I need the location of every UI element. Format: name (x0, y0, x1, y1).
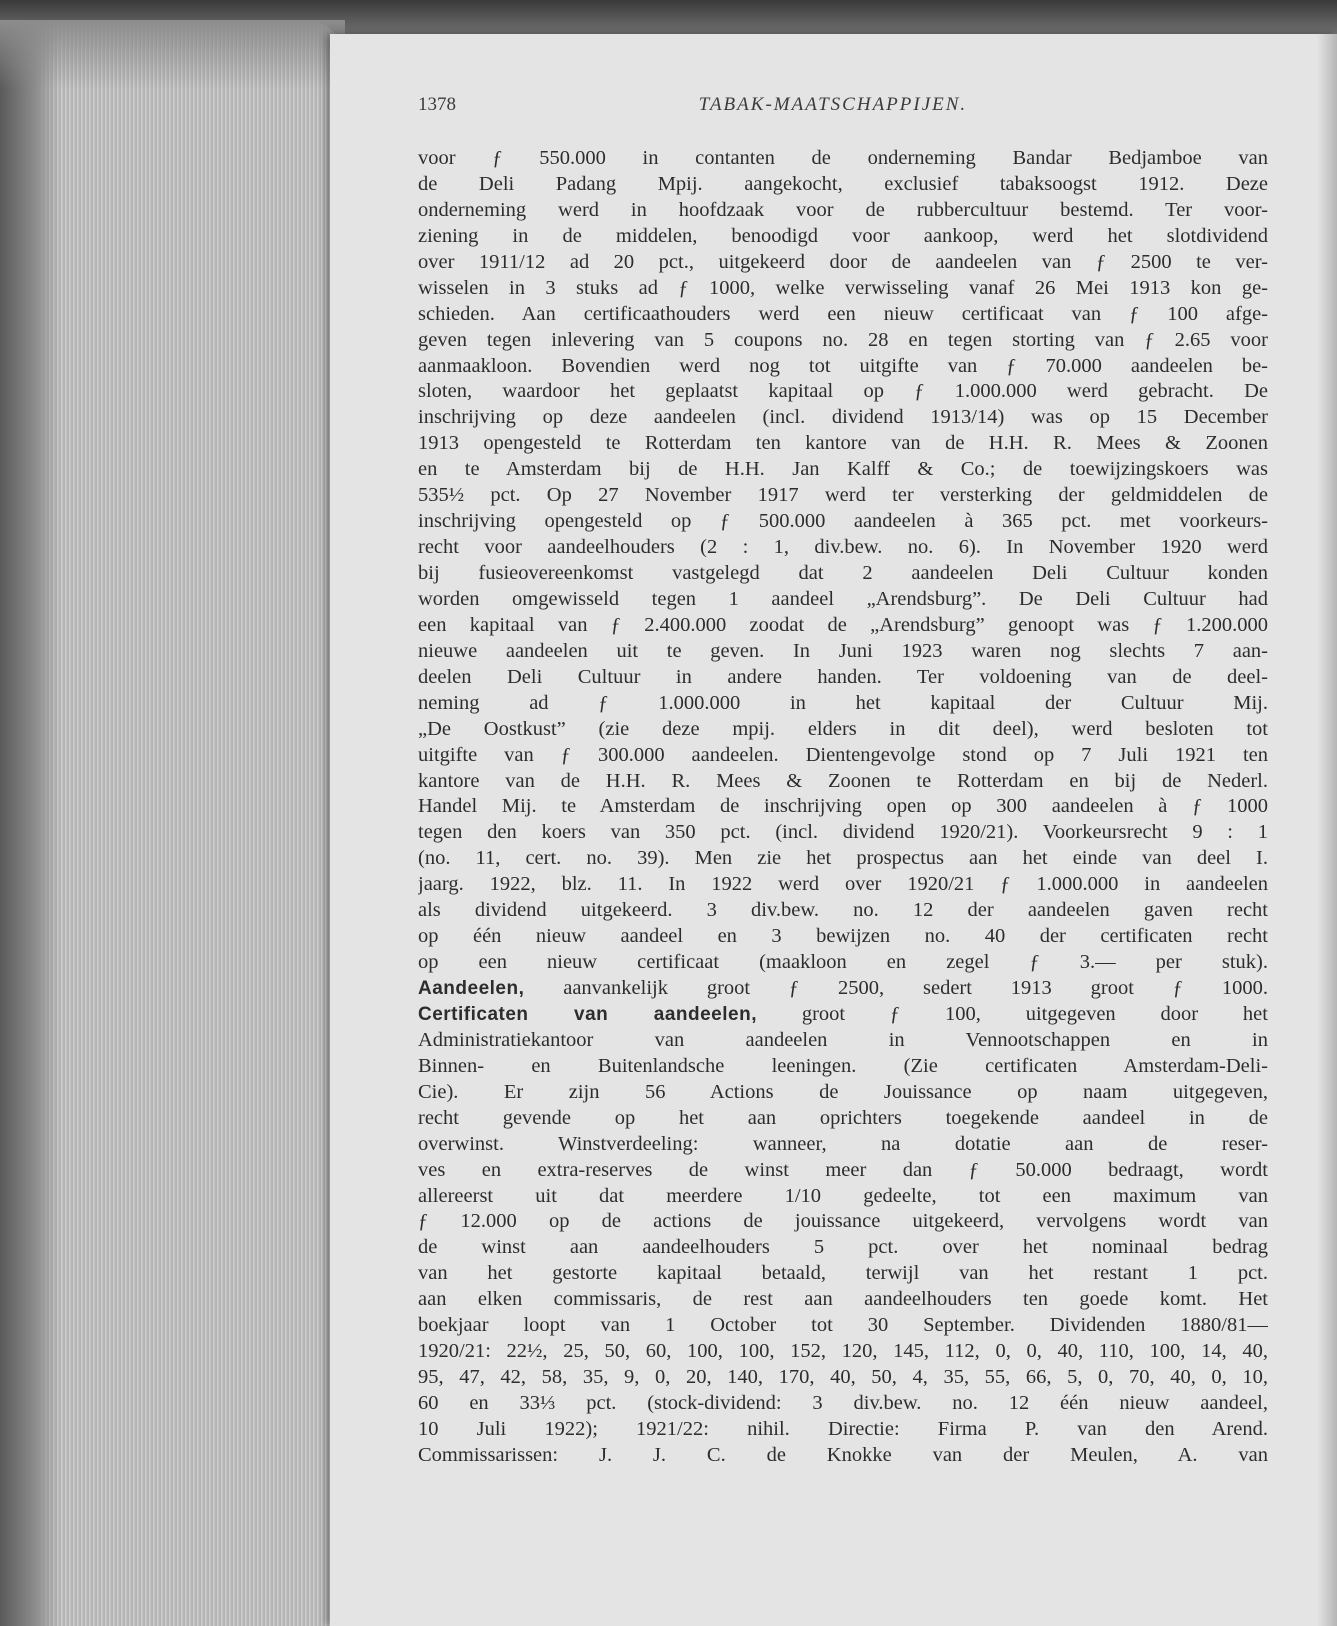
text-line: recht gevende op het aan oprichters toegekende aandeel in de (418, 1106, 1268, 1129)
certificaten-text: groot ƒ 100, uitgegeven door het (801, 1002, 1268, 1025)
text-line: op een nieuw certificaat (maakloon en zegel ƒ 3.— per stuk). (418, 951, 1268, 974)
text-line: aanmaakloon. Bovendien werd nog tot uitgifte van ƒ 70.000 aandeelen be- (418, 354, 1268, 377)
page-right-edge (1317, 34, 1337, 1626)
text-line: inschrijving opengesteld op ƒ 500.000 aandeelen à 365 pct. met voorkeurs- (418, 510, 1268, 533)
text-line: 535½ pct. Op 27 November 1917 werd ter versterking der geldmiddelen de (418, 484, 1268, 507)
text-line: deelen Deli Cultuur in andere handen. Ter voldoening van de deel- (418, 665, 1268, 688)
text-line: als dividend uitgekeerd. 3 div.bew. no. 12 der aandeelen gaven recht (418, 899, 1268, 922)
text-line: van het gestorte kapitaal betaald, terwijl van het restant 1 pct. (418, 1262, 1268, 1285)
text-line: „De Oostkust” (zie deze mpij. elders in dit deel), werd besloten tot (418, 717, 1268, 740)
certificaten-paragraph (418, 1028, 1268, 1469)
text-line: ves en extra-reserves de winst meer dan ƒ 50.000 bedraagt, wordt (418, 1158, 1268, 1181)
page-number: 1378 (418, 94, 456, 115)
text-line: wisselen in 3 stuks ad ƒ 1000, welke verwisseling vanaf 26 Mei 1913 kon ge- (418, 276, 1268, 299)
text-line: sloten, waardoor het geplaatst kapitaal op ƒ 1.000.000 werd gebracht. De (418, 380, 1268, 403)
aandeelen-line (418, 976, 1268, 1002)
text-line: ƒ 12.000 op de actions de jouissance uitgekeerd, vervolgens wordt van (418, 1210, 1268, 1233)
text-line: neming ad ƒ 1.000.000 in het kapitaal der Cultuur Mij. (418, 691, 1268, 714)
text-line: 1920/21: 22½, 25, 50, 60, 100, 100, 152, 120, 145, 112, 0, 0, 40, 110, 100, 14, 40, (418, 1340, 1268, 1363)
text-line: 1913 opengesteld te Rotterdam ten kantore van de H.H. R. Mees & Zoonen (418, 432, 1268, 455)
running-title: TABAK-MAATSCHAPPIJEN. (698, 94, 968, 115)
aandeelen-heading: Aandeelen, (418, 978, 525, 999)
text-line: recht voor aandeelhouders (2 : 1, div.bew. no. 6). In November 1920 werd (418, 536, 1268, 559)
text-line: 60 en 33⅓ pct. (stock-dividend: 3 div.bew. no. 12 één nieuw aandeel, (418, 1392, 1268, 1414)
text-line: op één nieuw aandeel en 3 bewijzen no. 40 der certificaten recht (418, 925, 1268, 948)
text-line: de winst aan aandeelhouders 5 pct. over het nominaal bedrag (418, 1236, 1268, 1259)
text-line: worden omgewisseld tegen 1 aandeel „Arendsburg”. De Deli Cultuur had (418, 587, 1268, 610)
text-line: (no. 11, cert. no. 39). Men zie het prospectus aan het einde van deel I. (418, 847, 1268, 870)
text-line: aan elken commissaris, de rest aan aandeelhouders ten goede komt. Het (418, 1288, 1268, 1311)
text-line: boekjaar loopt van 1 October tot 30 September. Dividenden 1880/81— (418, 1314, 1268, 1337)
text-line: 10 Juli 1922); 1921/22: nihil. Directie: Firma P. van den Arend. (418, 1417, 1268, 1440)
body-text (418, 146, 1268, 1469)
text-line: Handel Mij. te Amsterdam de inschrijving open op 300 aandeelen à ƒ 1000 (418, 795, 1268, 818)
text-line: kantore van de H.H. R. Mees & Zoonen te Rotterdam en bij de Nederl. (418, 769, 1268, 792)
book-page-edges (0, 20, 345, 1626)
text-line: over 1911/12 ad 20 pct., uitgekeerd door de aandeelen van ƒ 2500 te ver- (418, 250, 1268, 273)
aandeelen-text: aanvankelijk groot ƒ 2500, sedert 1913 groot ƒ 1000. (563, 977, 1268, 999)
text-line: uitgifte van ƒ 300.000 aandeelen. Dientengevolge stond op 7 Juli 1921 ten (418, 743, 1268, 766)
text-line: de Deli Padang Mpij. aangekocht, exclusief tabaksoogst 1912. Deze (418, 172, 1268, 195)
text-line: Cie). Er zijn 56 Actions de Jouissance op naam uitgegeven, (418, 1080, 1268, 1103)
certificaten-line (418, 1002, 1268, 1028)
text-line: 95, 47, 42, 58, 35, 9, 0, 20, 140, 170, 40, 50, 4, 35, 55, 66, 5, 0, 70, 40, 0, 10, (418, 1366, 1268, 1389)
text-line: inschrijving op deze aandeelen (incl. dividend 1913/14) was op 15 December (418, 406, 1268, 429)
text-line: schieden. Aan certificaathouders werd een nieuw certificaat van ƒ 100 afge- (418, 302, 1268, 325)
text-line: ziening in de middelen, benoodigd voor aankoop, werd het slotdividend (418, 224, 1268, 247)
text-line: tegen den koers van 350 pct. (incl. dividend 1920/21). Voorkeursrecht 9 : 1 (418, 821, 1268, 844)
text-line: allereerst uit dat meerdere 1/10 gedeelte, tot een maximum van (418, 1184, 1268, 1207)
text-line: onderneming werd in hoofdzaak voor de rubbercultuur bestemd. Ter voor- (418, 198, 1268, 221)
text-line: en te Amsterdam bij de H.H. Jan Kalff & Co.; de toewijzingskoers was (418, 458, 1268, 481)
body-paragraph (418, 146, 1268, 976)
text-line: voor ƒ 550.000 in contanten de onderneming Bandar Bedjamboe van (418, 147, 1268, 169)
text-line: een kapitaal van ƒ 2.400.000 zoodat de „Arendsburg” genoopt was ƒ 1.200.000 (418, 613, 1268, 636)
text-line: overwinst. Winstverdeeling: wanneer, na dotatie aan de reser- (418, 1132, 1268, 1155)
certificaten-heading: Certificaten van aandeelen, (418, 1003, 757, 1025)
text-line: bij fusieovereenkomst vastgelegd dat 2 aandeelen Deli Cultuur konden (418, 562, 1268, 584)
text-line: jaarg. 1922, blz. 11. In 1922 werd over 1920/21 ƒ 1.000.000 in aandeelen (418, 873, 1268, 896)
text-line: Binnen- en Buitenlandsche leeningen. (Zie certificaten Amsterdam-Deli- (418, 1054, 1268, 1077)
running-head (418, 94, 1268, 120)
text-line: Commissarissen: J. J. C. de Knokke van der Meulen, A. van (418, 1443, 1268, 1466)
text-line: Administratiekantoor van aandeelen in Vennootschappen en in (418, 1028, 1268, 1051)
text-line: nieuwe aandeelen uit te geven. In Juni 1923 waren nog slechts 7 aan- (418, 639, 1268, 662)
text-line: geven tegen inlevering van 5 coupons no. 28 en tegen storting van ƒ 2.65 voor (418, 328, 1268, 351)
